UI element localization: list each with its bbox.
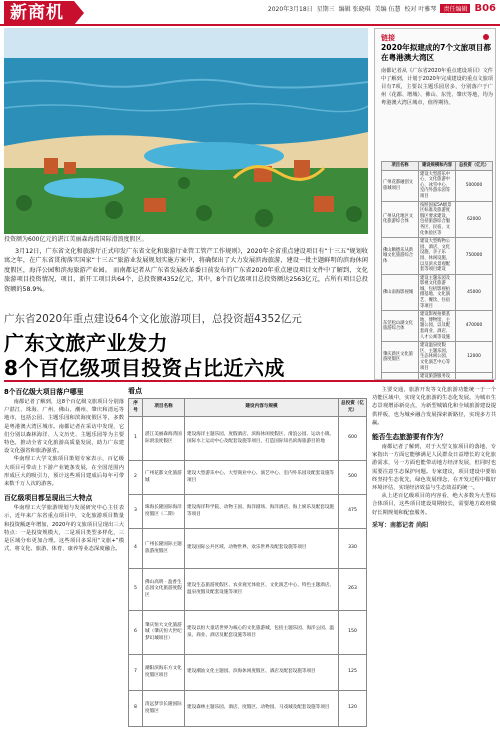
project-name: 东莞松山湖文化旅游综合体 bbox=[382, 311, 419, 342]
table-row bbox=[129, 495, 367, 529]
col-header: 总投资（亿元） bbox=[339, 399, 367, 417]
project-name: 广州从化地区文化旅游综合体 bbox=[382, 201, 419, 238]
project-name: 佛山高明 · 盈香生态园文化旅游度假区 bbox=[143, 569, 185, 611]
project-name: 肇庆恒大文化旅游城（肇庆恒大世纪梦幻城项目） bbox=[143, 611, 185, 655]
row-number: 7 bbox=[129, 655, 143, 691]
project-name: 肇庆新区文化旅游度假区 bbox=[382, 342, 419, 373]
project-value: 12000 bbox=[456, 342, 493, 373]
body-paragraph: 华南理工大学旅游规划与发展研究中心主任表示，近年来广东省重点项目中，文化旅游项目数量和投资额逐年增加，2020年的文旅项目呈现出三大特点：一是投资规模大，二是项目类型多样化，三是区域分布更加合理。这些项目多采用“文旅+”模式，将文化、旅游、体育、康养等业态深度融合。 bbox=[4, 505, 124, 553]
sidebar-intro: 南都记者从《广东省2020年重点建设项目》文件中了解到，计划于2020年完成建设的重点文旅项目有7项，主要以主题乐园居多，分别落户于广州（花都、增城）、佛山、东莞、肇庆等地，均为粤港澳大湾区城市，值得期待。 bbox=[381, 68, 493, 106]
project-desc: 建设旅游服务设 bbox=[419, 373, 456, 380]
table-row bbox=[129, 655, 367, 691]
project-name: 佛山南海影视城 bbox=[382, 274, 419, 311]
table-row bbox=[382, 373, 493, 380]
table-row bbox=[129, 611, 367, 655]
table-row bbox=[129, 691, 367, 727]
project-desc: 建设潮汕文化主题园、滨海休闲度假区、酒店及配套设施等项目 bbox=[185, 655, 339, 691]
page-header bbox=[0, 0, 500, 26]
project-value: 600 bbox=[339, 417, 367, 461]
project-name: 广州花都文化旅游城 bbox=[143, 461, 185, 495]
editor: 编辑 张晓琪 bbox=[338, 6, 371, 13]
body-paragraph: 主要交通，旅游开发等文化旅游功能统一于一个功能区域中，实现文化旅游的生态化发展。为城市生态景观增添新亮点，为新型城镇化和全域旅游建设提供样板，也为城乡融合发展探索新路径，实现多方共赢。 bbox=[372, 387, 496, 426]
body-paragraph: 南都记者了解到，这8个百亿级文旅项目分别落户湛江、珠海、广州、佛山、潮州、肇庆和清远等地市，包括公园、主题乐园和滨海度假区等，多数是粤港澳大湾区城市。南都记者在采访中发现，它们分别以森林海洋、人文历史、主题乐园等为主要特色，推动全省文化旅游高质量发展，助力广东建设文化强省和旅游强省。 bbox=[4, 399, 124, 455]
table-row bbox=[382, 274, 493, 311]
col-header: 总投资（亿元） bbox=[456, 162, 493, 171]
weekday: 星期三 bbox=[316, 6, 335, 13]
pin-icon bbox=[483, 34, 489, 40]
project-value: 150 bbox=[339, 611, 367, 655]
divider-rule bbox=[4, 380, 494, 382]
link-sidebar bbox=[374, 28, 496, 380]
col-header: 建设内容与规模 bbox=[185, 399, 339, 417]
body-paragraph: 南都记者了解到，对于大型文旅项目的落地，专家指出一方面它能够满足人民群众日益增长的文化旅游需求，另一方面也能带动地方经济发展，但同时也需要注意生态保护问题。专家建议，项目建设中要始终坚持生态优先，绿色发展理念，在开发过程中做好环境评估，实现经济效益与生态效益的统一。 bbox=[372, 444, 496, 492]
row-number: 2 bbox=[129, 461, 143, 495]
row-number: 8 bbox=[129, 691, 143, 727]
row-number: 5 bbox=[129, 569, 143, 611]
editor-box: 责任编辑 bbox=[440, 4, 470, 13]
project-value: 45000 bbox=[456, 274, 493, 311]
projects-panel bbox=[128, 386, 366, 746]
project-desc: 建设大型游乐中心、大型商业中心、演艺中心、室内外乐园及配套设施等项目 bbox=[185, 461, 339, 495]
project-name: 广州长隆国际主题旅游度假区 bbox=[143, 529, 185, 569]
pool bbox=[44, 178, 124, 198]
issue-date: 2020年3月18日 bbox=[267, 6, 313, 13]
panel-label: 看点 bbox=[128, 387, 142, 395]
project-name bbox=[382, 373, 419, 380]
project-desc: 建设大型购物公园、酒店、文化设施、亲子乐园、休闲设施，以及滨水景观配套等项目建设 bbox=[419, 238, 456, 275]
project-value: 263 bbox=[339, 569, 367, 611]
project-value: 500000 bbox=[456, 170, 493, 201]
project-value bbox=[456, 373, 493, 380]
project-desc: 建设以恒大童话世界为核心的文化旅游城，包括主题乐园、海洋公园、温泉、商业、酒店及配套设施等项目 bbox=[185, 611, 339, 655]
photo-caption: 投资额为600亿元的湛江美丽森海湾国际滑浪度假区。 bbox=[4, 236, 148, 243]
project-name: 广州花都融创文旅城项目 bbox=[382, 170, 419, 201]
proofreader: 校对 叶雅琴 bbox=[404, 6, 437, 13]
project-desc: 建设海洋主题乐园、度假酒店、滨海休闲度假区、滑浪公园、运动小镇、国际水上运动中心及配套设施等项目，打造国际知名滨海旅游目的地 bbox=[185, 417, 339, 461]
project-value: 62000 bbox=[456, 201, 493, 238]
project-desc: 建设森林主题乐园、酒店、度假区、动物园、马戏城及配套设施等项目 bbox=[185, 691, 339, 727]
row-number: 4 bbox=[129, 529, 143, 569]
project-name: 潮阳滨海东方文化度假区项目 bbox=[143, 655, 185, 691]
project-desc: 建设生态旅游度假区、农业观光体验区、文化演艺中心、特色主题酒店、温泉度假及配套设施等项目 bbox=[185, 569, 339, 611]
section-heading: 能否生态旅游要有作为？ bbox=[372, 433, 447, 442]
project-desc: 建设温泉度假区、主题乐园、生态休闲公园、文化演艺中心等项目 bbox=[419, 342, 456, 373]
page-number: B06 bbox=[474, 3, 496, 14]
table-row bbox=[382, 342, 493, 373]
row-number: 6 bbox=[129, 611, 143, 655]
table-row bbox=[382, 311, 493, 342]
headline-line-1: 广东文旅产业发力 bbox=[4, 331, 168, 355]
col-header: 序号 bbox=[129, 399, 143, 417]
project-value: 330 bbox=[339, 529, 367, 569]
row-number: 3 bbox=[129, 495, 143, 529]
col-header: 项目名称 bbox=[382, 162, 419, 171]
project-value: 125 bbox=[339, 655, 367, 691]
byline: 采写：南都记者 尚阳 bbox=[372, 521, 429, 529]
header-meta bbox=[268, 3, 496, 14]
left-column bbox=[4, 386, 124, 553]
section-heading: 百亿级项目都呈现出三大特点 bbox=[4, 494, 93, 503]
col-header: 建设规模和内容 bbox=[419, 162, 456, 171]
sidebar-title: 2020年拟建成的7个文旅项目都在粤港澳大湾区 bbox=[381, 43, 491, 62]
row-number: 1 bbox=[129, 417, 143, 461]
subheadline: 广东省2020年重点建设64个文化旅游项目，总投资超4352亿元 bbox=[4, 313, 302, 325]
sidebar-table bbox=[381, 161, 493, 380]
table-row bbox=[129, 569, 367, 611]
table-header-row bbox=[382, 162, 493, 171]
projects-table bbox=[128, 398, 367, 727]
table-row bbox=[129, 417, 367, 461]
project-name: 湛江美丽森海湾国际滑浪度假区 bbox=[143, 417, 185, 461]
resort-aerial-image bbox=[4, 28, 368, 234]
body-paragraph: 华南理工大学文旅项目策划专家表示，百亿级大项目可带动上下游产业链条发展，在全国范围内形成巨大的吸引力，预计这些项目建成后每年可带来数千万人次的游客。 bbox=[4, 456, 124, 488]
project-value: 470000 bbox=[456, 311, 493, 342]
sea bbox=[4, 58, 368, 148]
project-desc: 建设国际公共区域、动物世界、欢乐世界及配套设施等项目 bbox=[185, 529, 339, 569]
section-title: 新商机 bbox=[4, 1, 74, 25]
designer: 美编 伍慧 bbox=[374, 6, 401, 13]
section-heading: 8个百亿级大项目落户哪里 bbox=[4, 388, 84, 396]
col-header: 项目名称 bbox=[143, 399, 185, 417]
project-value: 750000 bbox=[456, 238, 493, 275]
table-row bbox=[382, 170, 493, 201]
table-row bbox=[382, 238, 493, 275]
lead-paragraph: 3月12日，广东省文化和旅游厅正式印发广东省文化和旅游厅业管工管产工作规则》，2020年全省重点建设项目有“十三五”规划收寓之年，在广东省贯彻落实国家“十三五”旅游业发展规划实施方案中，将确保出了大力发展滨海旅游，建设一批主题鲜明的滨海休闲度假区，海洋公园和滨海旅游产业园。 而南都记者从广东省发展改革委日前发布的广东省2020年重点建设项目文件中了解到，文化旅游项目投资情况，项目，新开工项目共64个，总投资额4352亿元，其中，8个百亿级项目总投资额达2563亿元，占所有项目总投资额的58.9%。 bbox=[4, 248, 368, 293]
right-column bbox=[372, 386, 496, 529]
project-value: 500 bbox=[339, 461, 367, 495]
project-name: 清远梦享长隆国际度假区 bbox=[143, 691, 185, 727]
sidebar-tag: 链接 bbox=[381, 34, 395, 42]
project-name: 珠海长隆国际海洋度假区（二期） bbox=[143, 495, 185, 529]
project-desc: 建设影视拍摄基地、博物馆、主题公园，以及配套商业、酒店、人才公寓等设施 bbox=[419, 311, 456, 342]
headline-line-2: 8个百亿级项目投资占比近六成 bbox=[4, 356, 285, 380]
table-header-row bbox=[129, 399, 367, 417]
project-value: 120 bbox=[339, 691, 367, 727]
table-row bbox=[382, 201, 493, 238]
table-row bbox=[129, 529, 367, 569]
table-row bbox=[129, 461, 367, 495]
project-name: 佛山顺德乐从新城文化旅游综合体 bbox=[382, 238, 419, 275]
project-desc: 建设海洋科学院、动物王国、海洋剧场、海洋酒店、海上娱乐及配套设施等项目 bbox=[185, 495, 339, 529]
body-paragraph: 从上述百亿级项目的内容看，绝大多数为大型综合体项目，这些项目建设周期较长，需要地方政府做好长期规划和配套服务。 bbox=[372, 493, 496, 516]
project-value: 475 bbox=[339, 495, 367, 529]
project-desc: 建设大型游乐中心、文化旅游中心、冰雪中心、室内外游乐园等项目 bbox=[419, 170, 456, 201]
project-desc: 按照国家5A级景区标准及旅游度假区要求建设，包括旅游综合服务区、民宿、文化体验区等 bbox=[419, 201, 456, 238]
project-desc: 建设主题乐园及影视文化旅游城，包括影视拍摄基地、文化演艺、餐饮、住宿等项目 bbox=[419, 274, 456, 311]
resort-photo bbox=[4, 28, 368, 234]
